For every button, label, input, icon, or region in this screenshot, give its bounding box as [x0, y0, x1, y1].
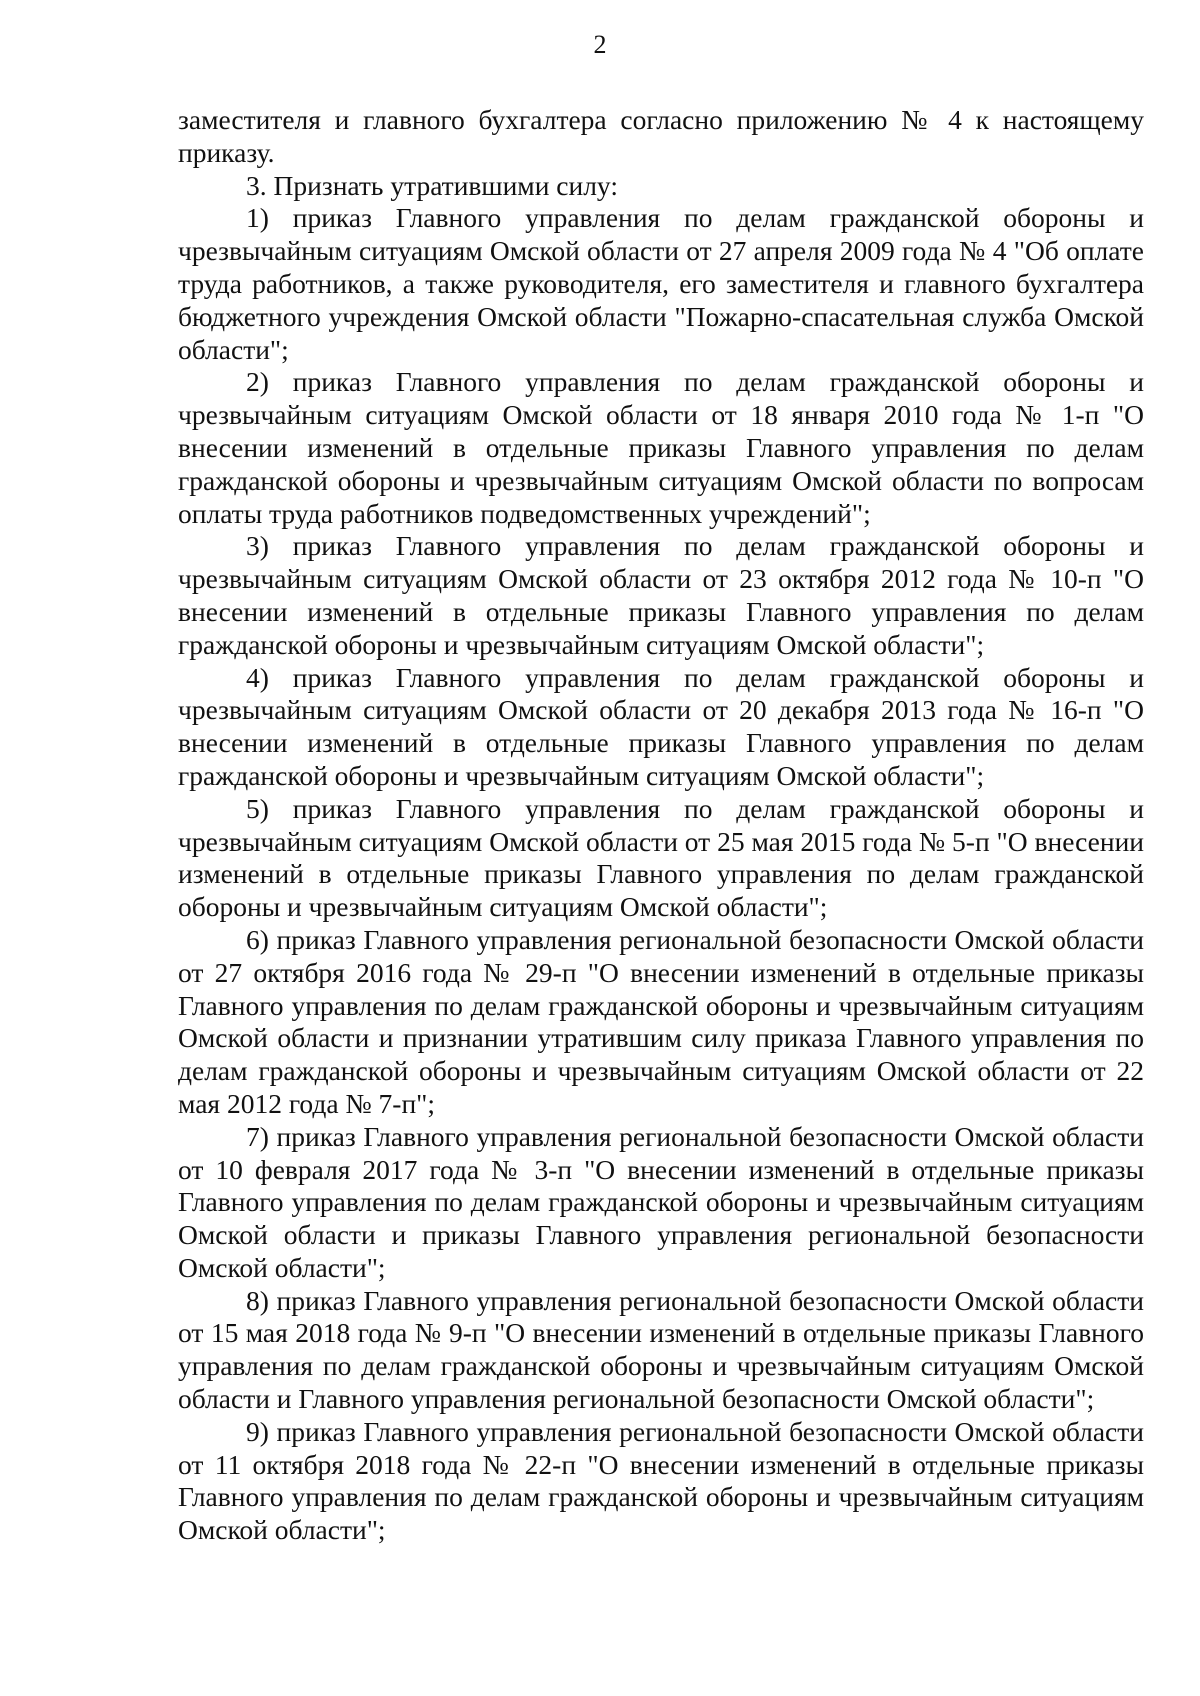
- list-item-4: 4) приказ Главного управления по делам гражданской обороны и чрезвычайным ситуациям Омской области от 20 декабря 2013 года № 16-п "О внесении изменений в отдельные приказы Главного управления по делам гражданской обороны и чрезвычайным ситуациям Омской области";: [178, 661, 1144, 791]
- continuation-paragraph: заместителя и главного бухгалтера согласно приложению № 4 к настоящему приказу.: [178, 104, 1144, 168]
- list-item-7: 7) приказ Главного управления региональной безопасности Омской области от 10 февраля 2017 года № 3-п "О внесении изменений в отдельные приказы Главного управления по делам гражданской обороны и чрезвычайным ситуациям Омской области и приказы Главного управления региональной безопасности Омской области";: [178, 1120, 1144, 1283]
- list-item-8: 8) приказ Главного управления региональной безопасности Омской области от 15 мая 2018 года № 9-п "О внесении изменений в отдельные приказы Главного управления по делам гражданской обороны и чрезвычайным ситуациям Омской области и Главного управления региональной безопасности Омской области";: [178, 1284, 1144, 1415]
- list-item-5: 5) приказ Главного управления по делам гражданской обороны и чрезвычайным ситуациям Омской области от 25 мая 2015 года № 5-п "О внесении изменений в отдельные приказы Главного управления по делам гражданской обороны и чрезвычайным ситуациям Омской области";: [178, 792, 1144, 923]
- list-item-3: 3) приказ Главного управления по делам гражданской обороны и чрезвычайным ситуациям Омской области от 23 октября 2012 года № 10-п "О внесении изменений в отдельные приказы Главного управления по делам гражданской обороны и чрезвычайным ситуациям Омской области";: [178, 530, 1144, 660]
- list-item-6: 6) приказ Главного управления региональной безопасности Омской области от 27 октября 2016 года № 29-п "О внесении изменений в отдельные приказы Главного управления по делам гражданской обороны и чрезвычайным ситуациям Омской области и признании утратившим силу приказа Главного управления по делам гражданской обороны и чрезвычайным ситуациям Омской области от 22 мая 2012 года № 7-п";: [178, 923, 1144, 1119]
- list-item-2: 2) приказ Главного управления по делам гражданской обороны и чрезвычайным ситуациям Омской области от 18 января 2010 года № 1-п "О внесении изменений в отдельные приказы Главного управления по делам гражданской обороны и чрезвычайным ситуациям Омской области по вопросам оплаты труда работников подведомственных учреждений";: [178, 366, 1144, 529]
- section-heading: 3. Признать утратившими силу:: [246, 169, 618, 201]
- list-item-1: 1) приказ Главного управления по делам гражданской обороны и чрезвычайным ситуациям Омской области от 27 апреля 2009 года № 4 "Об оплате труда работников, а также руководителя, его заместителя и главного бухгалтера бюджетного учреждения Омской области "Пожарно-спасательная служба Омской области";: [178, 202, 1144, 365]
- list-item-9: 9) приказ Главного управления региональной безопасности Омской области от 11 октября 2018 года № 22-п "О внесении изменений в отдельные приказы Главного управления по делам гражданской обороны и чрезвычайным ситуациям Омской области";: [178, 1415, 1144, 1546]
- page-number: 2: [593, 30, 607, 59]
- document-body: [178, 104, 1144, 1547]
